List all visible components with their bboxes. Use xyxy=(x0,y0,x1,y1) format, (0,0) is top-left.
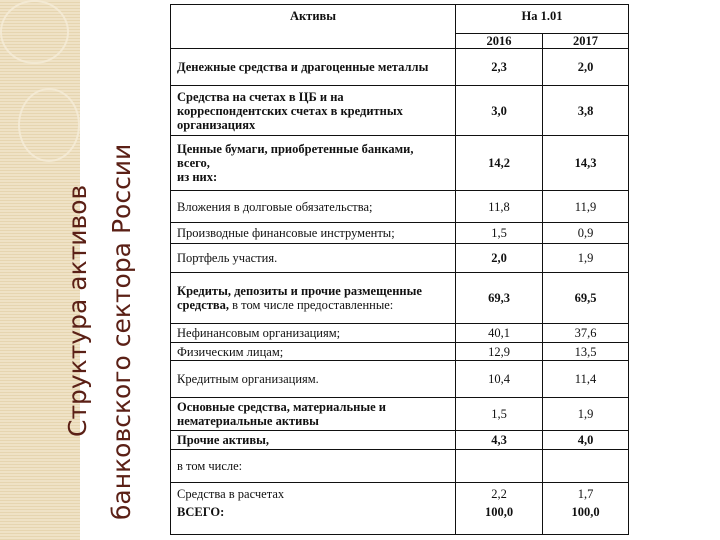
table-row xyxy=(171,343,629,361)
value-2016: 3,0 xyxy=(456,86,543,136)
value-2017: 1,9 xyxy=(543,398,629,431)
value-2017: 69,5 xyxy=(543,273,629,324)
table-row xyxy=(171,361,629,398)
value-2017: 2,0 xyxy=(543,49,629,86)
table-row xyxy=(171,136,629,191)
slide-title-line2: банковского сектора России xyxy=(107,143,136,520)
table-row xyxy=(171,86,629,136)
row-label: Средства на счетах в ЦБ и на корреспондентских счетах в кредитных организациях xyxy=(171,86,456,136)
value-2017: 13,5 xyxy=(543,343,629,361)
value-2016: 10,4 xyxy=(456,361,543,398)
value-2016: 2,0 xyxy=(456,244,543,273)
slide-title-line1: Структура активов xyxy=(63,184,92,437)
value-2017: 100,0 xyxy=(543,505,629,535)
value-2017 xyxy=(543,450,629,483)
row-label: Физическим лицам; xyxy=(171,343,456,361)
header-year-2017: 2017 xyxy=(543,34,629,49)
value-2017: 0,9 xyxy=(543,223,629,244)
value-2017: 3,8 xyxy=(543,86,629,136)
value-2016: 12,9 xyxy=(456,343,543,361)
value-2016: 4,3 xyxy=(456,431,543,450)
value-2016: 100,0 xyxy=(456,505,543,535)
row-label-main: Кредиты, депозиты и прочие размещенные средства, xyxy=(177,284,422,312)
row-label: Портфель участия. xyxy=(171,244,456,273)
assets-table xyxy=(170,4,629,535)
value-2017: 37,6 xyxy=(543,324,629,343)
decorative-circle xyxy=(0,0,69,64)
value-2017: 1,9 xyxy=(543,244,629,273)
value-2017: 11,4 xyxy=(543,361,629,398)
row-label: Основные средства, материальные и нематериальные активы xyxy=(171,398,456,431)
row-label: Производные финансовые инструменты; xyxy=(171,223,456,244)
value-2016: 40,1 xyxy=(456,324,543,343)
value-2016: 11,8 xyxy=(456,191,543,223)
row-label-sub: из них: xyxy=(177,170,218,184)
value-2016: 1,5 xyxy=(456,398,543,431)
row-label: в том числе: xyxy=(171,450,456,483)
row-label xyxy=(171,273,456,324)
value-2016: 2,2 xyxy=(456,483,543,505)
header-year-2016: 2016 xyxy=(456,34,543,49)
table-row-total xyxy=(171,505,629,535)
table-row xyxy=(171,244,629,273)
value-2017: 14,3 xyxy=(543,136,629,191)
value-2017: 11,9 xyxy=(543,191,629,223)
header-date: На 1.01 xyxy=(456,5,629,34)
row-label xyxy=(171,136,456,191)
value-2017: 4,0 xyxy=(543,431,629,450)
row-label: Денежные средства и драгоценные металлы xyxy=(171,49,456,86)
row-label: Средства в расчетах xyxy=(171,483,456,505)
table-row xyxy=(171,324,629,343)
table-row xyxy=(171,223,629,244)
row-label-sub: в том числе предоставленные: xyxy=(232,298,394,312)
row-label-main: Ценные бумаги, приобретенные банками, всего, xyxy=(177,142,414,170)
table-row xyxy=(171,483,629,505)
row-label: ВСЕГО: xyxy=(171,505,456,535)
value-2017: 1,7 xyxy=(543,483,629,505)
row-label: Вложения в долговые обязательства; xyxy=(171,191,456,223)
value-2016: 14,2 xyxy=(456,136,543,191)
table-row xyxy=(171,398,629,431)
value-2016 xyxy=(456,450,543,483)
table-row xyxy=(171,431,629,450)
value-2016: 2,3 xyxy=(456,49,543,86)
table-row xyxy=(171,49,629,86)
table-row xyxy=(171,191,629,223)
header-assets: Активы xyxy=(171,5,456,49)
row-label: Нефинансовым организациям; xyxy=(171,324,456,343)
table-row xyxy=(171,450,629,483)
row-label: Прочие активы, xyxy=(171,431,456,450)
value-2016: 1,5 xyxy=(456,223,543,244)
table-row xyxy=(171,273,629,324)
row-label: Кредитным организациям. xyxy=(171,361,456,398)
value-2016: 69,3 xyxy=(456,273,543,324)
